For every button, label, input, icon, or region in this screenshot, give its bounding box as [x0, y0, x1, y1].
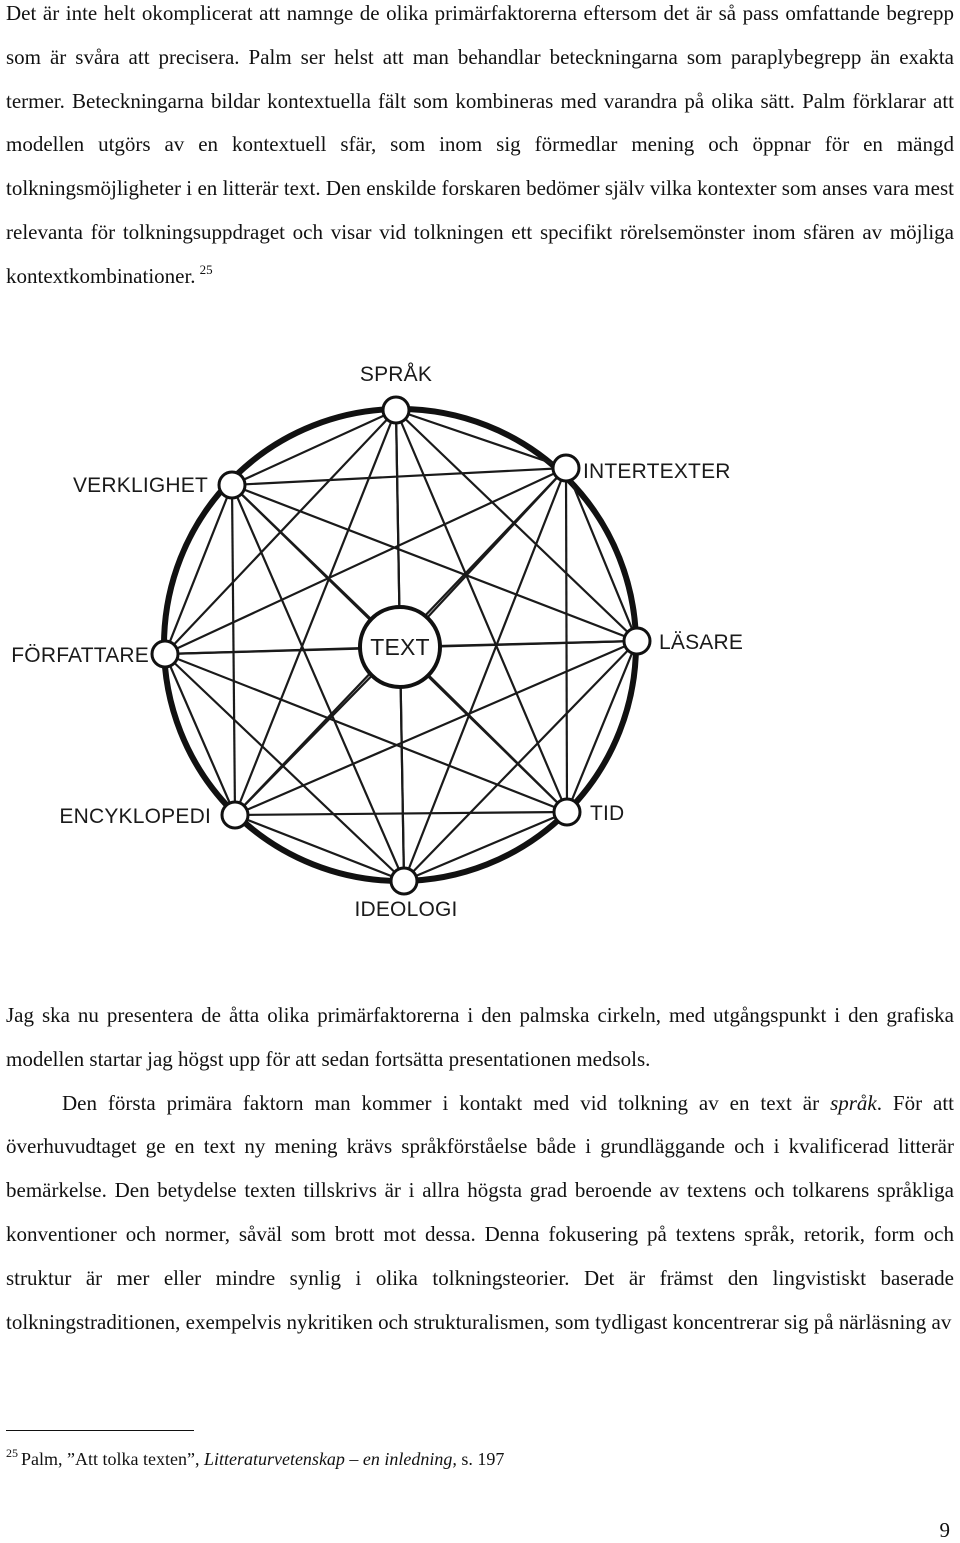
label-sprak: SPRÅK — [359, 363, 433, 386]
node-circle — [222, 802, 248, 828]
node-circle — [219, 472, 245, 498]
footnote-text-end: s. 197 — [456, 1449, 505, 1469]
palm-circle-diagram — [0, 345, 960, 930]
node-circle — [383, 397, 409, 423]
paragraph-1-text: Det är inte helt okomplicerat att namnge de olika primärfaktorerna eftersom det är så pass omfattande begrepp som är svåra att precisera. Palm ser helst att man behandlar beteckningarna som paraplybegrepp än exakta termer. Beteckningarna bildar kontextuella fält som kombineras med varandra på olika sätt. Palm förklarar att modellen utgörs av en kontextuell sfär, som inom sig förmedlar mening och öppnar för en mängd tolkningsmöjligheter i en litterär text. Den enskilde forskaren bedömer själv vilka kontexter som anses vara mest relevanta för tolkningsuppdraget och visar vid tolkningen ett specifikt rörelsemönster inom sfären av möjliga kontextkombinationer. — [6, 1, 954, 288]
label-ideologi: IDEOLOGI — [354, 898, 458, 921]
paragraph-3-end: . För att överhuvudtaget ge en text ny mening krävs språkförståelse både i grundläggande och i kvalificerad litterär bemärkelse. Den betydelse texten tillskrivs är i allra högsta grad beroende av textens och tolkarens språkliga konventioner och normer, såväl som brott mot dessa. Denna fokusering på textens språk, retorik, form och struktur är mer eller mindre synlig i olika tolkningsteorier. Det är främst den lingvistiskt baserade tolkningstraditionen, exempelvis nykritiken och strukturalismen, som tydligast koncentrerar sig på närläsning av — [6, 1090, 955, 1334]
connection-line — [396, 410, 566, 468]
paragraph-3-italic: språk — [830, 1090, 877, 1115]
connection-line — [232, 485, 404, 881]
label-encyklopedi: ENCYKLOPEDI — [59, 805, 211, 828]
label-intertexter: INTERTEXTER — [583, 460, 731, 483]
connection-line — [232, 468, 566, 485]
page-number: 9 — [939, 1518, 950, 1542]
label-forfattare: FÖRFATTARE — [11, 644, 149, 667]
paragraph-3-start: Den första primära faktorn man kommer i kontakt med vid tolkning av en text är — [62, 1090, 831, 1115]
footnote — [6, 1446, 504, 1472]
center-label: TEXT — [370, 634, 430, 660]
paragraph-2: Jag ska nu presentera de åtta olika primärfaktorerna i den palmska cirkeln, med utgångspunkt i den grafiska modellen startar jag högst upp för att sedan fortsätta presentationen medsols. — [6, 1003, 954, 1071]
label-verklighet: VERKLIGHET — [72, 474, 208, 497]
connection-line — [404, 812, 567, 881]
node-circle — [553, 455, 579, 481]
connection-line — [232, 485, 235, 815]
footnote-text-italic: Litteraturvetenskap – en inledning, — [203, 1449, 457, 1469]
node-circle — [152, 641, 178, 667]
node-circle — [554, 799, 580, 825]
footnote-number: 25 — [6, 1446, 18, 1460]
connection-line — [566, 468, 637, 641]
label-lasare: LÄSARE — [659, 631, 744, 654]
connection-line — [232, 485, 637, 641]
connection-line — [235, 812, 567, 815]
label-tid: TID — [590, 802, 625, 825]
footnote-divider — [6, 1430, 194, 1431]
connection-line — [235, 410, 396, 815]
footnote-reference[interactable]: 25 — [199, 261, 213, 277]
paragraph-1 — [6, 0, 954, 299]
footnote-text-start: Palm, ”Att tolka texten”, — [21, 1449, 204, 1469]
node-circle — [391, 868, 417, 894]
paragraph-2-block — [6, 994, 954, 1344]
node-circle — [624, 628, 650, 654]
connection-line — [566, 468, 567, 812]
